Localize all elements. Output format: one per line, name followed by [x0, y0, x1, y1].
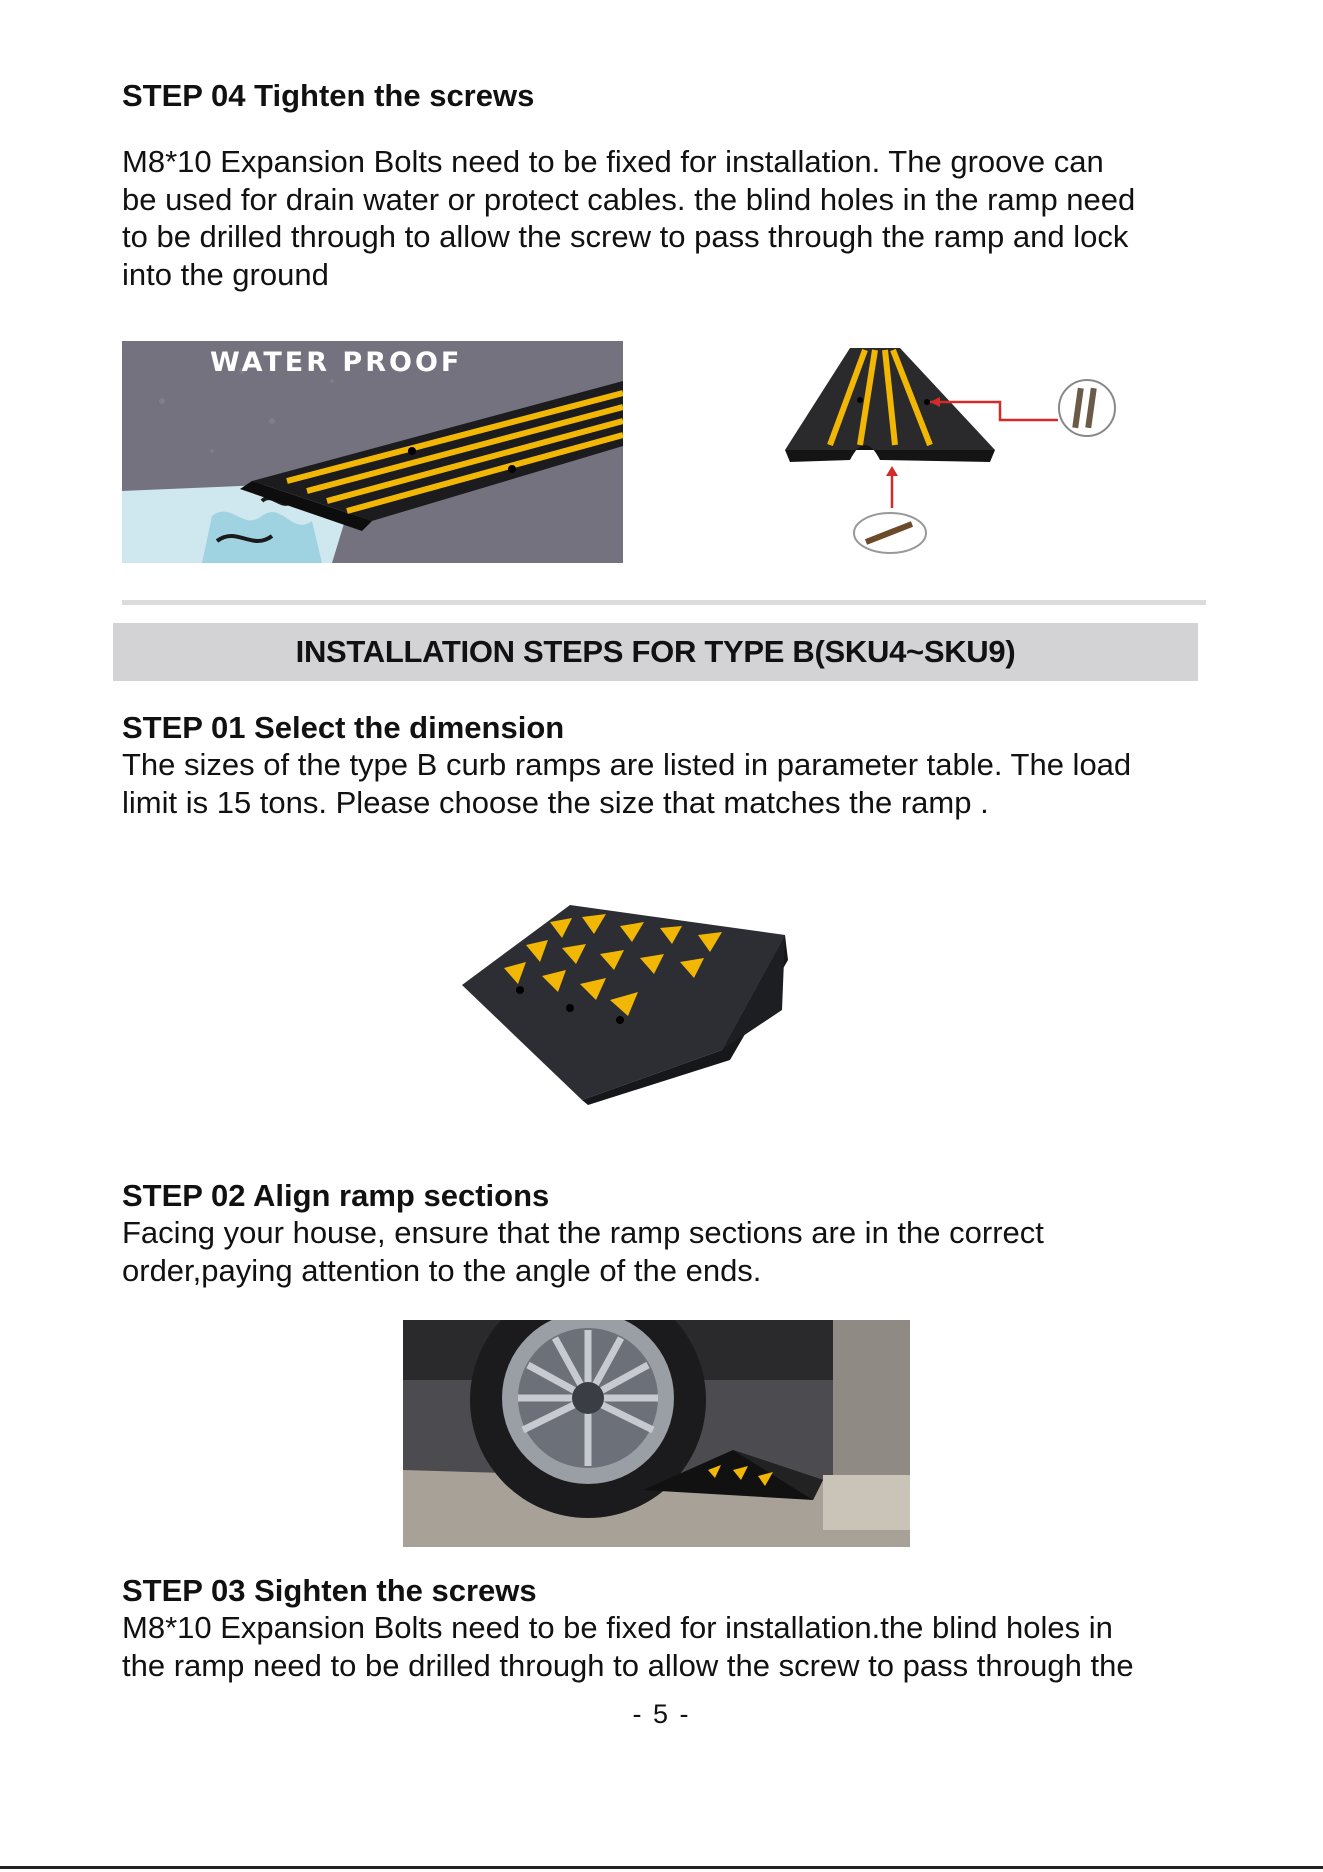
text-line: be used for drain water or protect cables. the blind holes in the ramp need	[122, 181, 1136, 217]
curb-ramp-image	[460, 900, 790, 1105]
text-line: The sizes of the type B curb ramps are listed in parameter table. The load	[122, 747, 1132, 782]
step04-paragraph	[122, 143, 1222, 293]
text-line: into the ground	[122, 256, 329, 292]
page-number: - 5 -	[632, 1699, 691, 1729]
image-caption: WATER PROOF	[210, 347, 463, 378]
groove-diagram-image	[770, 320, 1120, 560]
section-header-bar	[113, 623, 1198, 681]
text-line: order,paying attention to the angle of the ends.	[122, 1252, 762, 1288]
text-line: M8*10 Expansion Bolts need to be fixed for installation. The groove can	[122, 144, 1104, 179]
step01-paragraph	[122, 746, 1222, 821]
page-bottom-edge	[0, 1866, 1323, 1869]
car-on-ramp-image	[403, 1320, 910, 1547]
step02-paragraph	[122, 1214, 1222, 1289]
step03-heading: STEP 03 Sighten the screws	[122, 1573, 537, 1608]
text-line: Facing your house, ensure that the ramp sections are in the correct	[122, 1215, 1044, 1250]
waterproof-ramp-image	[122, 341, 623, 563]
step03-paragraph	[122, 1609, 1222, 1684]
text-line: limit is 15 tons. Please choose the size that matches the ramp .	[122, 784, 989, 820]
text-line: the ramp need to be drilled through to allow the screw to pass through the	[122, 1647, 1134, 1683]
text-line: M8*10 Expansion Bolts need to be fixed for installation.the blind holes in	[122, 1610, 1113, 1645]
text-line: to be drilled through to allow the screw to pass through the ramp and lock	[122, 219, 1129, 254]
step01-heading: STEP 01 Select the dimension	[122, 710, 565, 745]
step02-heading: STEP 02 Align ramp sections	[122, 1178, 550, 1213]
step04-heading: STEP 04 Tighten the screws	[122, 78, 535, 113]
section-divider	[122, 600, 1206, 605]
section-title: INSTALLATION STEPS FOR TYPE B(SKU4~SKU9)	[295, 634, 1016, 669]
